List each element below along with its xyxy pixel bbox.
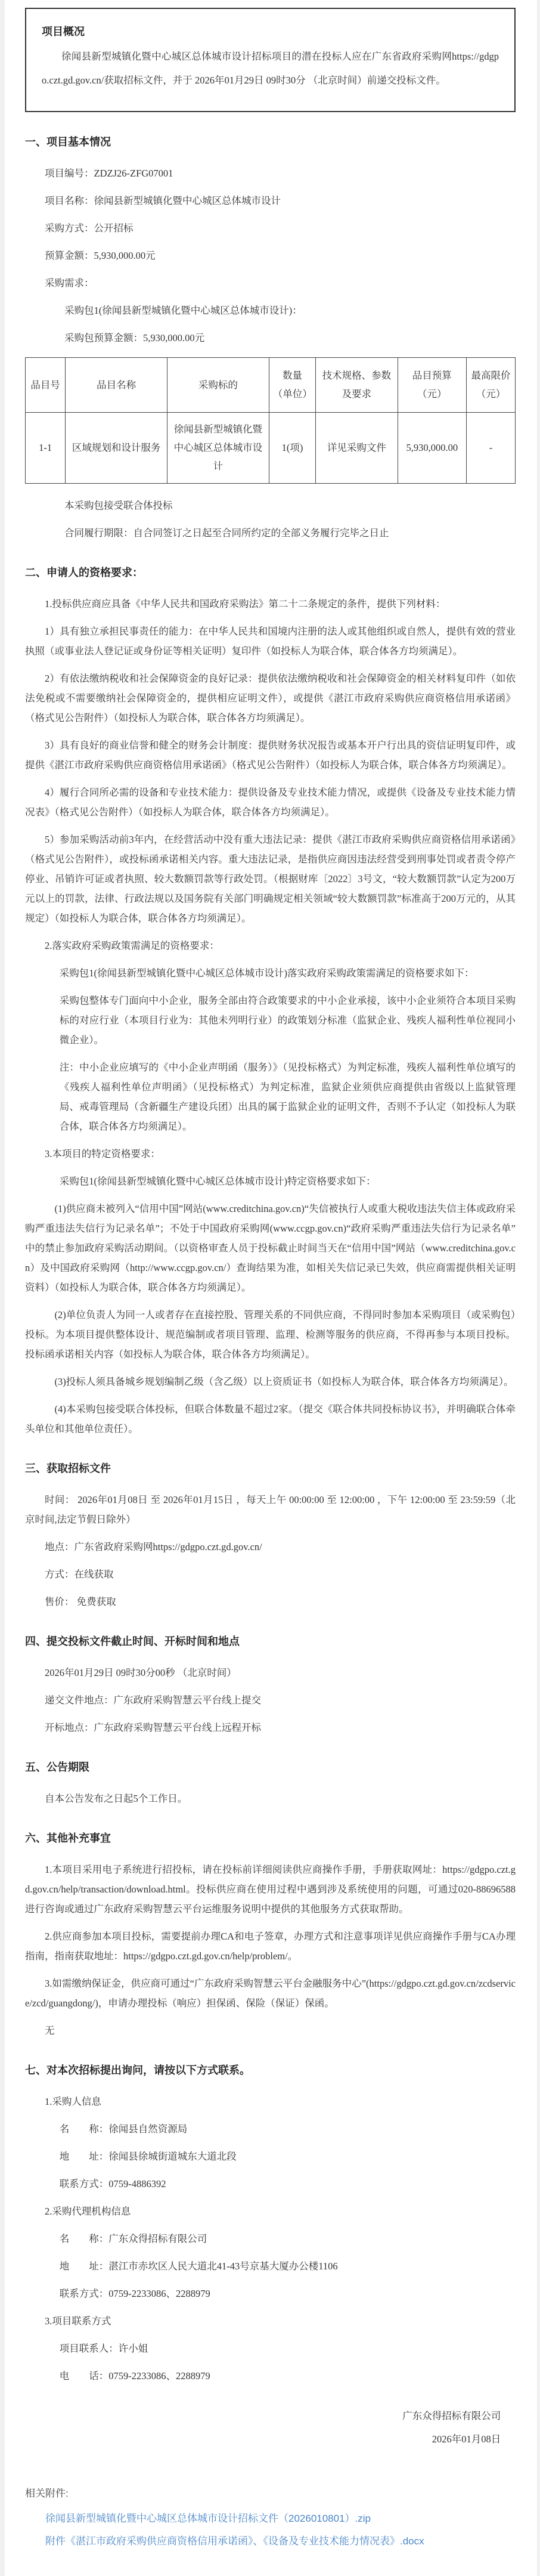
section-heading: 六、其他补充事宜 bbox=[25, 1832, 111, 1844]
table-header-cell: 品目预算（元） bbox=[398, 357, 466, 412]
paragraph: (4)本采购包接受联合体投标，但联合体数量不超过2家。（提交《联合体共同投标协议书》，并明确联合体牵头单位和其他单位责任）。 bbox=[25, 1403, 516, 1434]
table-header-cell: 品目名称 bbox=[66, 357, 167, 412]
paragraph: 采购包1(徐闻县新型城镇化暨中心城区总体城市设计)： bbox=[64, 304, 302, 316]
table-cell: 区域规划和设计服务 bbox=[66, 412, 167, 483]
paragraph: 采购需求： bbox=[45, 277, 94, 289]
section-heading: 三、获取招标文件 bbox=[25, 1462, 111, 1474]
table-row bbox=[26, 412, 516, 483]
paragraph: (1)供应商未被列入“信用中国”网站(www.creditchina.gov.cn)“失信被执行人或重大税收违法失信主体或政府采购严重违法失信行为记录名单”；不处于中国政府采购网(www.ccgp.gov.cn)“政府采购严重违法失信行为记录名单”中的禁止参加政府采购活动期间。（以资格审查人员于投标截止时间当天在“信用中国”网站（www.creditchina.gov.cn）及中国政府采购网（http://www.ccgp.gov.cn/）查询结果为准，如相关失信记录已失效，供应商需提供相关证明资料）（如投标人为联合体，联合体各方均须满足）。 bbox=[25, 1202, 516, 1293]
table-header-cell: 品目号 bbox=[26, 357, 66, 412]
overview-title: 项目概况 bbox=[42, 26, 85, 38]
section-heading: 二、申请人的资格要求： bbox=[25, 566, 143, 579]
items-table bbox=[25, 357, 516, 484]
paragraph: 采购包预算金额：5,930,000.00元 bbox=[64, 332, 205, 344]
attachments-label: 相关附件: bbox=[25, 2487, 69, 2499]
paragraph: (3)投标人须具备城乡规划编制乙级（含乙级）以上资质证书（如投标人为联合体，联合体各方均须满足）。 bbox=[54, 1375, 514, 1387]
table-cell: 1(项) bbox=[269, 412, 315, 483]
attachments-section bbox=[25, 2453, 516, 2562]
paragraph: 2026年01月29日 09时30分00秒 （北京时间） bbox=[45, 1666, 237, 1678]
paragraph: 联系方式：0759-2233086、2288979 bbox=[59, 2287, 210, 2299]
table-cell: 徐闻县新型城镇化暨中心城区总体城市设计 bbox=[167, 412, 269, 483]
paragraph: 2）有依法缴纳税收和社会保障资金的良好记录：提供依法缴纳税收和社会保障资金的相关材料复印件（如依法免税或不需要缴纳社会保障资金的，提供相应证明文件），或提供《湛江市政府采购供应商资格信用承诺函》（格式见公告附件）（如投标人为联合体，联合体各方均须满足）。 bbox=[25, 672, 516, 723]
paragraph: 1.本项目采用电子系统进行招投标，请在投标前详细阅读供应商操作手册，手册获取网址：https://gdgpo.czt.gd.gov.cn/help/transaction/download.html。投标供应商在使用过程中遇到涉及系统使用的问题，可通过020-88696588 进行咨询或通过广东政府采购智慧云平台运维服务说明中提供的其他服务方式获取帮助。 bbox=[25, 1863, 516, 1915]
paragraph: 本采购包接受联合体投标 bbox=[64, 499, 173, 511]
paragraph: 采购包1(徐闻县新型城镇化暨中心城区总体城市设计)特定资格要求如下： bbox=[59, 1175, 376, 1187]
table-header-cell: 数量（单位） bbox=[269, 357, 315, 412]
signature-line: 广东众得招标有限公司 bbox=[402, 2410, 501, 2422]
paragraph: 2.采购代理机构信息 bbox=[45, 2205, 131, 2217]
paragraph: 无 bbox=[45, 2024, 55, 2036]
attachment-link-docx[interactable]: 附件《湛江市政府采购供应商资格信用承诺函》、《设备及专业技术能力情况表》.docx bbox=[45, 2535, 424, 2547]
paragraph: 开标地点：广东政府采购智慧云平台线上远程开标 bbox=[45, 1721, 261, 1733]
section-heading: 七、对本次招标提出询问，请按以下方式联系。 bbox=[25, 2064, 250, 2076]
table-header-cell: 技术规格、参数及要求 bbox=[316, 357, 398, 412]
notice-body bbox=[25, 134, 516, 2449]
paragraph: 采购包1(徐闻县新型城镇化暨中心城区总体城市设计)落实政府采购政策需满足的资格要求如下： bbox=[59, 967, 474, 979]
table-cell: 详见采购文件 bbox=[316, 412, 398, 483]
paragraph: 地 址：徐闻县徐城街道城东大道北段 bbox=[59, 2150, 237, 2162]
paragraph: 名 称：广东众得招标有限公司 bbox=[59, 2232, 207, 2244]
section-heading: 四、提交投标文件截止时间、开标时间和地点 bbox=[25, 1635, 240, 1647]
paragraph: 方式：在线获取 bbox=[45, 1568, 114, 1580]
paragraph: 2.供应商参加本项目投标，需要提前办理CA和电子签章，办理方式和注意事项详见供应商操作手册与CA办理指南，指南获取地址：https://gdgpo.czt.gd.gov.cn/help/problem/。 bbox=[25, 1930, 516, 1962]
paragraph: 项目联系人：许小姐 bbox=[59, 2342, 148, 2354]
paragraph: 项目名称：徐闻县新型城镇化暨中心城区总体城市设计 bbox=[45, 194, 281, 206]
overview-body: 徐闻县新型城镇化暨中心城区总体城市设计招标项目的潜在投标人应在广东省政府采购网https://gdgpo.czt.gd.gov.cn/获取招标文件，并于 2026年01月29日 09时30分 （北京时间）前递交投标文件。 bbox=[42, 51, 499, 86]
paragraph: 名 称：徐闻县自然资源局 bbox=[59, 2123, 188, 2135]
paragraph: 3）具有良好的商业信誉和健全的财务会计制度：提供财务状况报告或基本开户行出具的资信证明复印件，或提供《湛江市政府采购供应商资格信用承诺函》（格式见公告附件）（如投标人为联合体，联合体各方均须满足）。 bbox=[25, 739, 516, 771]
paragraph: 3.本项目的特定资格要求： bbox=[45, 1148, 160, 1159]
paragraph: 4）履行合同所必需的设备和专业技术能力：提供设备及专业技术能力情况，或提供《设备及专业技术能力情况表》（格式见公告附件）（如投标人为联合体，联合体各方均须满足）。 bbox=[25, 786, 516, 818]
paragraph: 1.采购人信息 bbox=[45, 2095, 101, 2107]
paragraph: 合同履行期限：自合同签订之日起至合同所约定的全部义务履行完毕之日止 bbox=[64, 527, 389, 539]
paragraph: 采购包整体专门面向中小企业，服务全部由符合政策要求的中小企业承接，该中小企业须符合本项目采购标的对应行业（本项目行业为：其他未列明行业）的政策划分标准（监狱企业、残疾人福利性单位视同小微企业）。 bbox=[59, 994, 516, 1046]
table-cell: - bbox=[466, 412, 515, 483]
paragraph: 3.项目联系方式 bbox=[45, 2315, 111, 2327]
paragraph: 2.落实政府采购政策需满足的资格要求： bbox=[45, 939, 219, 951]
project-overview-box bbox=[25, 8, 516, 112]
section-heading: 一、项目基本情况 bbox=[25, 135, 111, 148]
paragraph: 联系方式：0759-4886392 bbox=[59, 2178, 166, 2190]
paragraph: 1.投标供应商应具备《中华人民共和国政府采购法》第二十二条规定的条件，提供下列材料： bbox=[45, 598, 446, 610]
paragraph: (2)单位负责人为同一人或者存在直接控股、管理关系的不同供应商，不得同时参加本采购项目（或采购包）投标。为本项目提供整体设计、规范编制或者项目管理、监理、检测等服务的供应商，不得再参与本项目投标。投标函承诺相关内容（如投标人为联合体，联合体各方均须满足）。 bbox=[25, 1309, 516, 1360]
paragraph: 时间： 2026年01月08日 至 2026年01月15日 ，每天上午 00:00:00 至 12:00:00 ，下午 12:00:00 至 23:59:59（北京时间,法定节假日除外） bbox=[25, 1493, 516, 1525]
table-header-cell: 最高限价（元） bbox=[466, 357, 515, 412]
table-cell: 5,930,000.00 bbox=[398, 412, 466, 483]
attachment-link-zip[interactable]: 徐闻县新型城镇化暨中心城区总体城市设计招标文件（2026010801）.zip bbox=[45, 2512, 371, 2524]
paragraph: 预算金额：5,930,000.00元 bbox=[45, 249, 156, 261]
paragraph: 3.如需缴纳保证金，供应商可通过“广东政府采购智慧云平台金融服务中心”(https://gdgpo.czt.gd.gov.cn/zcdservice/zcd/guangdong/)，申请办理投标（响应）担保函、保险（保证）保函。 bbox=[25, 1977, 516, 2009]
table-cell: 1-1 bbox=[26, 412, 66, 483]
paragraph: 售价： 免费获取 bbox=[45, 1595, 116, 1607]
notice-document bbox=[5, 0, 537, 2576]
signature-line: 2026年01月08日 bbox=[432, 2433, 501, 2445]
paragraph: 自本公告发布之日起5个工作日。 bbox=[45, 1792, 188, 1804]
paragraph: 递交文件地点：广东政府采购智慧云平台线上提交 bbox=[45, 1694, 261, 1706]
paragraph: 5）参加采购活动前3年内，在经营活动中没有重大违法记录：提供《湛江市政府采购供应商资格信用承诺函》（格式见公告附件），或投标函承诺相关内容。重大违法记录，是指供应商因违法经营受到刑事处罚或者责令停产停业、吊销许可证或者执照、较大数额罚款等行政处罚。（根据财库〔2022〕3号文，“较大数额罚款”认定为200万元以上的罚款，法律、行政法规以及国务院有关部门明确规定相关领域“较大数额罚款”标准高于200万元的，从其规定）（如投标人为联合体，联合体各方均须满足）。 bbox=[25, 833, 516, 924]
paragraph: 地点：广东省政府采购网https://gdgpo.czt.gd.gov.cn/ bbox=[45, 1541, 262, 1553]
paragraph: 1）具有独立承担民事责任的能力：在中华人民共和国境内注册的法人或其他组织或自然人，提供有效的营业执照（或事业法人登记证或身份证等相关证明）复印件（如投标人为联合体，联合体各方均须满足）。 bbox=[25, 625, 516, 657]
table-header-cell: 采购标的 bbox=[167, 357, 269, 412]
paragraph: 地 址：湛江市赤坎区人民大道北41-43号京基大厦办公楼1106 bbox=[59, 2260, 338, 2272]
paragraph: 注：中小企业应填写的《中小企业声明函（服务）》（见投标格式）为判定标准，残疾人福利性单位填写的《残疾人福利性单位声明函》（见投标格式）为判定标准，监狱企业须供应商提供由省级以上监狱管理局、戒毒管理局（含新疆生产建设兵团）出具的属于监狱企业的证明文件，否则不予认定（如投标人为联合体，联合体各方均须满足）。 bbox=[59, 1061, 516, 1132]
paragraph: 采购方式：公开招标 bbox=[45, 222, 134, 234]
paragraph: 项目编号：ZDZJ26-ZFG07001 bbox=[45, 167, 173, 179]
paragraph: 电 话：0759-2233086、2288979 bbox=[59, 2370, 210, 2382]
section-heading: 五、公告期限 bbox=[25, 1761, 89, 1773]
